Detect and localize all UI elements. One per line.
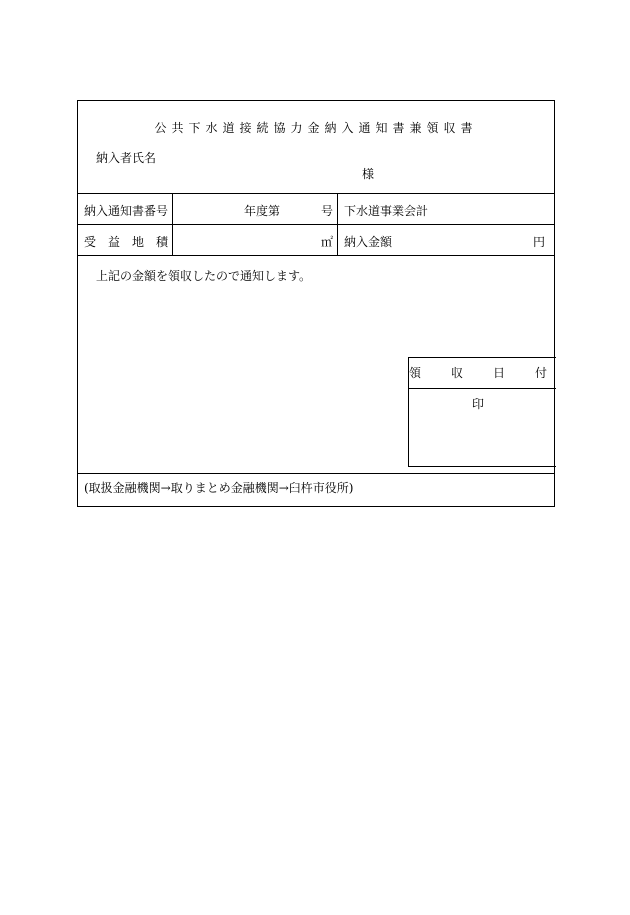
fiscal-year-text: 年度第: [244, 204, 281, 218]
receipt-date-stamp-box: [408, 357, 578, 467]
receipt-date-stamp-label: 領 収 日 付 印: [409, 358, 556, 389]
receipt-message: 上記の金額を領収したので通知します。: [96, 269, 312, 283]
payer-name-label: 納入者氏名: [96, 151, 157, 165]
currency-unit: 円: [533, 235, 546, 249]
honorific-sama: 様: [362, 167, 375, 181]
area-unit: ㎡: [321, 235, 334, 249]
routing-note: (取扱金融機関→取りまとめ金融機関→臼杵市役所): [84, 481, 354, 495]
divider-row2: [78, 255, 554, 256]
beneficiary-area-label: 受 益 地 積: [84, 235, 169, 249]
divider-row1: [78, 224, 554, 225]
account-name: 下水道事業会計: [344, 204, 429, 218]
divider-header: [78, 193, 554, 194]
column-divider-1: [172, 193, 173, 255]
column-divider-2: [337, 193, 338, 255]
number-suffix: 号: [321, 204, 334, 218]
notice-number-label: 納入通知書番号: [84, 204, 169, 218]
form-title: 公共下水道接続協力金納入通知書兼領収書: [154, 121, 478, 135]
divider-footer: [78, 473, 554, 474]
notice-receipt-form: [77, 100, 578, 507]
payment-amount-label: 納入金額: [344, 235, 393, 249]
